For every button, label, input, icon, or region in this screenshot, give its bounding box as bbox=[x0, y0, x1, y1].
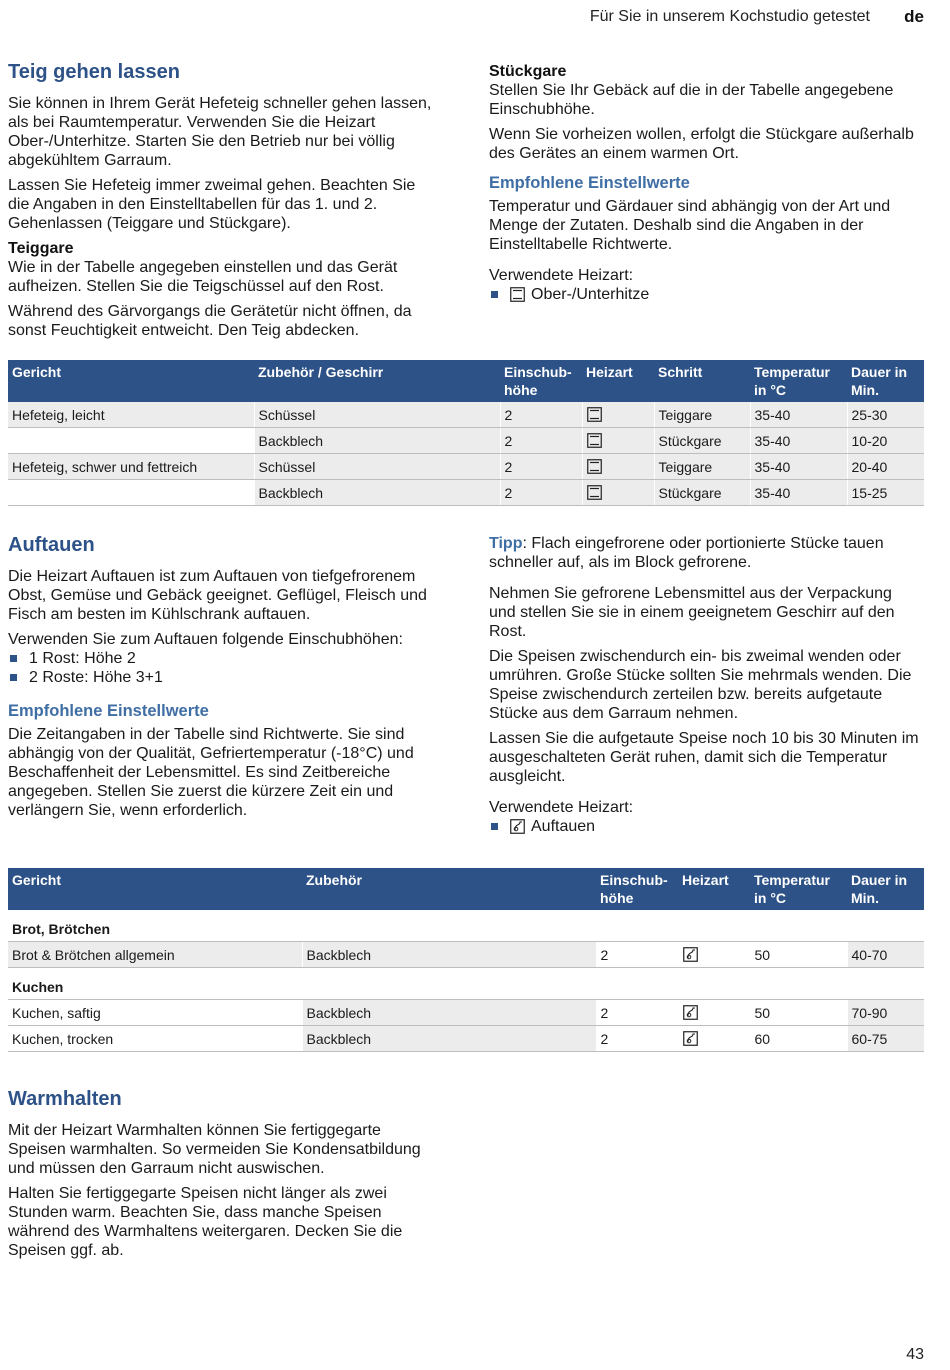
col-header-einschubhoehe: Einschub-höhe bbox=[596, 868, 678, 910]
list-item-text: 1 Rost: Höhe 2 bbox=[29, 650, 136, 667]
col-header-dauer: Dauer in Min. bbox=[847, 868, 924, 910]
cell-dish: Brot & Brötchen allgemein bbox=[8, 942, 302, 968]
auftauen-left-column bbox=[8, 533, 440, 826]
cell-heizart bbox=[582, 454, 654, 480]
cell-temperature: 50 bbox=[750, 1000, 847, 1026]
cell-accessory: Schüssel bbox=[254, 454, 500, 480]
cell-temperature: 50 bbox=[750, 942, 847, 968]
table-row bbox=[8, 1000, 924, 1026]
stueckgare-text: Stellen Sie Ihr Gebäck auf die in der Tabelle angegebene Einschubhöhe. bbox=[489, 82, 894, 118]
col-header-einschubhoehe: Einschub-höhe bbox=[500, 360, 582, 402]
teig-heizart-name: Ober-/Unterhitze bbox=[531, 286, 650, 303]
ober-unterhitze-icon bbox=[587, 407, 602, 422]
bullet-square bbox=[491, 291, 498, 298]
cell-temperature: 60 bbox=[750, 1026, 847, 1052]
cell-level: 2 bbox=[500, 480, 582, 506]
table-row bbox=[8, 454, 924, 480]
teig-empfohlene-heading: Empfohlene Einstellwerte bbox=[489, 174, 690, 192]
bullet-square bbox=[491, 823, 498, 830]
table-category-row bbox=[8, 910, 924, 942]
col-header-gericht: Gericht bbox=[8, 360, 254, 402]
cell-step: Teiggare bbox=[654, 454, 750, 480]
cell-accessory: Backblech bbox=[302, 1026, 596, 1052]
cell-accessory: Backblech bbox=[302, 1000, 596, 1026]
cell-dish bbox=[8, 480, 254, 506]
cell-level: 2 bbox=[596, 1026, 678, 1052]
teig-paragraph-3: Während des Gärvorgangs die Gerätetür nicht öffnen, da sonst Feuchtigkeit entweicht. Den Teig abdecken. bbox=[8, 303, 412, 339]
tip-text: : Flach eingefrorene oder portionierte Stücke tauen schneller auf, als im Block gefrorene. bbox=[489, 535, 884, 571]
teig-empfohlene-text: Temperatur und Gärdauer sind abhängig von der Art und Menge der Zutaten. Deshalb sind die Angaben in der Einstelltabelle Richtwerte. bbox=[489, 198, 891, 253]
warmhalten-column bbox=[8, 1087, 440, 1266]
cell-level: 2 bbox=[500, 428, 582, 454]
col-header-temperatur: Temperatur in °C bbox=[750, 360, 847, 402]
ober-unterhitze-icon bbox=[587, 459, 602, 474]
teig-paragraph-2: Lassen Sie Hefeteig immer zweimal gehen. Beachten Sie die Angaben in den Einstelltabellen für das 1. und 2. Gehenlassen (Teiggare und Stückgare). bbox=[8, 177, 416, 232]
auftauen-icon bbox=[683, 947, 698, 962]
auftauen-paragraph-3: Nehmen Sie gefrorene Lebensmittel aus der Verpackung und stellen Sie sie in einem geeignetem Geschirr auf den Rost. bbox=[489, 585, 895, 640]
auftauen-paragraph-2: Verwenden Sie zum Auftauen folgende Einschubhöhen: bbox=[8, 631, 403, 648]
auftauen-heizart-item bbox=[489, 817, 921, 836]
running-header-title: Für Sie in unserem Kochstudio getestet bbox=[589, 8, 870, 25]
cell-duration: 20-40 bbox=[847, 454, 924, 480]
cell-heizart bbox=[582, 428, 654, 454]
category-label: Brot, Brötchen bbox=[8, 910, 924, 942]
cell-dish: Kuchen, saftig bbox=[8, 1000, 302, 1026]
ober-unterhitze-icon bbox=[587, 485, 602, 500]
table-row bbox=[8, 942, 924, 968]
cell-temperature: 35-40 bbox=[750, 480, 847, 506]
cell-accessory: Backblech bbox=[254, 480, 500, 506]
col-header-temperatur: Temperatur in °C bbox=[750, 868, 847, 910]
cell-heizart bbox=[678, 1026, 750, 1052]
cell-heizart bbox=[582, 402, 654, 428]
auftauen-paragraph-1: Die Heizart Auftauen ist zum Auftauen von tiefgefrorenem Obst, Gemüse und Gebäck geeignet. Geflügel, Fleisch und Fisch am besten im Kühlschrank auftauen. bbox=[8, 568, 427, 623]
cell-duration: 15-25 bbox=[847, 480, 924, 506]
tip-label: Tipp bbox=[489, 535, 523, 552]
teig-right-column bbox=[489, 62, 921, 304]
cell-accessory: Backblech bbox=[302, 942, 596, 968]
cell-heizart bbox=[678, 942, 750, 968]
cell-heizart bbox=[582, 480, 654, 506]
table-header-row bbox=[8, 868, 924, 910]
cell-level: 2 bbox=[500, 402, 582, 428]
col-header-zubehoer: Zubehör / Geschirr bbox=[254, 360, 500, 402]
teig-paragraph-4: Wenn Sie vorheizen wollen, erfolgt die Stückgare außerhalb des Gerätes an einem warmen Ort. bbox=[489, 126, 914, 162]
tip-paragraph bbox=[489, 534, 921, 572]
col-header-heizart: Heizart bbox=[582, 360, 654, 402]
section-title-warmhalten: Warmhalten bbox=[8, 1088, 122, 1110]
stueckgare-heading: Stückgare bbox=[489, 63, 567, 80]
teig-heizart-item bbox=[489, 285, 921, 304]
table-row bbox=[8, 402, 924, 428]
ober-unterhitze-icon bbox=[510, 287, 525, 302]
category-label: Kuchen bbox=[8, 968, 924, 1000]
cell-step: Teiggare bbox=[654, 402, 750, 428]
auftauen-heizart-label: Verwendete Heizart: bbox=[489, 799, 634, 816]
warmhalten-paragraph-2: Halten Sie fertiggegarte Speisen nicht länger als zwei Stunden warm. Beachten Sie, dass manche Speisen während des Warmhaltens weitergaren. Decken Sie die Speisen ggf. ab. bbox=[8, 1185, 403, 1259]
table-category-row bbox=[8, 968, 924, 1000]
cell-step: Stückgare bbox=[654, 428, 750, 454]
table-header-row bbox=[8, 360, 924, 402]
cell-accessory: Schüssel bbox=[254, 402, 500, 428]
table-row bbox=[8, 428, 924, 454]
section-title-auftauen: Auftauen bbox=[8, 534, 95, 556]
col-header-zubehoer: Zubehör bbox=[302, 868, 596, 910]
list-item-text: 2 Roste: Höhe 3+1 bbox=[29, 669, 163, 686]
teiggare-text: Wie in der Tabelle angegeben einstellen und das Gerät aufheizen. Stellen Sie die Teigschüssel auf den Rost. bbox=[8, 259, 398, 295]
table-row bbox=[8, 480, 924, 506]
auftauen-icon bbox=[510, 819, 525, 834]
list-item bbox=[8, 668, 440, 687]
cell-dish: Hefeteig, leicht bbox=[8, 402, 254, 428]
teig-heizart-label: Verwendete Heizart: bbox=[489, 267, 634, 284]
auftauen-right-column bbox=[489, 534, 921, 836]
col-header-schritt: Schritt bbox=[654, 360, 750, 402]
teiggare-heading: Teiggare bbox=[8, 240, 74, 257]
cell-level: 2 bbox=[500, 454, 582, 480]
cell-dish: Kuchen, trocken bbox=[8, 1026, 302, 1052]
cell-temperature: 35-40 bbox=[750, 454, 847, 480]
cell-duration: 25-30 bbox=[847, 402, 924, 428]
cell-temperature: 35-40 bbox=[750, 428, 847, 454]
cell-dish: Hefeteig, schwer und fettreich bbox=[8, 454, 254, 480]
col-header-gericht: Gericht bbox=[8, 868, 302, 910]
cell-duration: 60-75 bbox=[847, 1026, 924, 1052]
warmhalten-paragraph-1: Mit der Heizart Warmhalten können Sie fertiggegarte Speisen warmhalten. So vermeiden Sie Kondensatbildung und müssen den Garraum nicht auswischen. bbox=[8, 1122, 421, 1177]
table-row bbox=[8, 1026, 924, 1052]
auftauen-heizart-name: Auftauen bbox=[531, 818, 596, 835]
cell-heizart bbox=[678, 1000, 750, 1026]
page-number: 43 bbox=[906, 1346, 924, 1363]
cell-dish bbox=[8, 428, 254, 454]
cell-duration: 70-90 bbox=[847, 1000, 924, 1026]
auftauen-empfohlene-text: Die Zeitangaben in der Tabelle sind Richtwerte. Sie sind abhängig von der Qualität, Gefriertemperatur (-18°C) und Beschaffenheit der Lebensmittel. Es sind Zeitbereiche angegeben. Stellen Sie zuerst die kürzere Zeit ein und verlängern Sie, wenn erforderlich. bbox=[8, 726, 414, 819]
auftauen-empfohlene-heading: Empfohlene Einstellwerte bbox=[8, 702, 209, 720]
col-header-heizart: Heizart bbox=[678, 868, 750, 910]
bullet-square bbox=[10, 674, 17, 681]
auftauen-icon bbox=[683, 1005, 698, 1020]
auftauen-settings-table bbox=[8, 868, 924, 1052]
teig-settings-table bbox=[8, 360, 924, 506]
list-item bbox=[8, 649, 440, 668]
cell-step: Stückgare bbox=[654, 480, 750, 506]
col-header-dauer: Dauer in Min. bbox=[847, 360, 924, 402]
language-code: de bbox=[904, 7, 924, 26]
teig-left-column bbox=[8, 60, 440, 346]
cell-temperature: 35-40 bbox=[750, 402, 847, 428]
cell-accessory: Backblech bbox=[254, 428, 500, 454]
ober-unterhitze-icon bbox=[587, 433, 602, 448]
auftauen-paragraph-4: Die Speisen zwischendurch ein- bis zweimal wenden oder umrühren. Große Stücke sollten Sie mehrmals wenden. Die Speise zwischendurch zerteilen bzw. bereits aufgetaute Stücke aus dem Garraum nehmen. bbox=[489, 648, 912, 722]
auftauen-paragraph-5: Lassen Sie die aufgetaute Speise noch 10 bis 30 Minuten im ausgeschalteten Gerät ruhen, damit sich die Temperatur ausgleicht. bbox=[489, 730, 919, 785]
cell-duration: 40-70 bbox=[847, 942, 924, 968]
cell-level: 2 bbox=[596, 1000, 678, 1026]
bullet-square bbox=[10, 655, 17, 662]
cell-duration: 10-20 bbox=[847, 428, 924, 454]
auftauen-icon bbox=[683, 1031, 698, 1046]
cell-level: 2 bbox=[596, 942, 678, 968]
section-title-teig: Teig gehen lassen bbox=[8, 61, 180, 83]
teig-paragraph-1: Sie können in Ihrem Gerät Hefeteig schneller gehen lassen, als bei Raumtemperatur. Verwenden Sie die Heizart Ober-/Unterhitze. Starten Sie den Betrieb nur bei völlig abgekühltem Garraum. bbox=[8, 95, 432, 169]
